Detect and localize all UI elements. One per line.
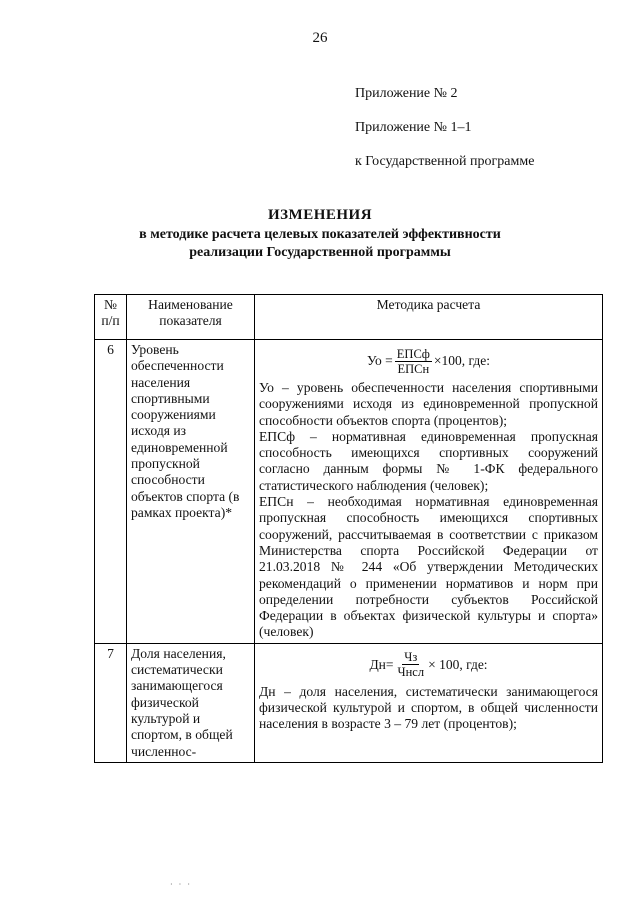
header-indicator-name: Наименование показателя xyxy=(127,295,255,340)
row-number: 7 xyxy=(95,643,127,762)
formula-rhs: ×100, где: xyxy=(433,352,490,368)
formula-lhs: Уо = xyxy=(367,352,393,368)
document-subtitle-line-1: в методике расчета целевых показателей эффективности xyxy=(139,227,501,242)
formula-numerator: ЕПСф xyxy=(396,346,430,361)
document-heading: ИЗМЕНЕНИЯ xyxy=(267,207,373,223)
formula-fraction xyxy=(395,650,426,679)
method-cell xyxy=(255,340,603,644)
definition-epsf: ЕПСф – нормативная единовременная пропускная способность имеющихся спортивных сооружений согласно данным формы № 1-ФК федерального статистического наблюдения (человек); xyxy=(259,428,598,493)
definition-uo: Уо – уровень обеспеченности населения спортивными сооружениями исходя из единовременной пропускной способности объектов спорта (процентов); xyxy=(259,380,598,428)
definition-epsn: ЕПСн – необходимая нормативная единовременная пропускная способность имеющихся спортивных сооружений, рассчитываемая в соответствии с приказом Министерства спорта Российской Федерации от 21.03.2018 № 244 «Об утверждении Методических рекомендаций о применении нормативов и норм при определении потребности субъектов Российской Федерации в объектах физической культуры и спорта» (человек) xyxy=(259,494,598,640)
table-row xyxy=(95,340,603,644)
methodology-table xyxy=(94,294,603,763)
header-method: Методика расчета xyxy=(255,295,603,340)
definition-dn: Дн – доля населения, систематически занимающегося физической культурой и спортом, в общей численности населения в возрасте 3 – 79 лет (процентов); xyxy=(259,683,598,732)
formula-fraction xyxy=(395,347,432,376)
table-header-row xyxy=(95,295,603,340)
method-cell xyxy=(255,643,603,762)
indicator-name: Доля населения, систематически занимающегося физической культурой и спортом, в общей численнос- xyxy=(127,643,255,762)
table-row xyxy=(95,643,603,762)
formula-lhs: Дн= xyxy=(369,656,394,672)
formula xyxy=(259,342,598,380)
page-number: 26 xyxy=(312,30,328,46)
formula-denominator: ЕПСн xyxy=(397,361,430,376)
header-number: № п/п xyxy=(95,295,127,340)
formula xyxy=(259,646,598,684)
row-number: 6 xyxy=(95,340,127,644)
formula-rhs: × 100, где: xyxy=(428,656,488,672)
appendix-line-3: к Государственной программе xyxy=(355,154,535,169)
appendix-line-2: Приложение № 1–1 xyxy=(355,120,472,135)
appendix-line-1: Приложение № 2 xyxy=(355,86,458,101)
formula-denominator: Чнсл xyxy=(397,665,425,680)
formula-numerator: Чз xyxy=(404,650,418,665)
document-subtitle-line-2: реализации Государственной программы xyxy=(189,245,451,260)
indicator-name: Уровень обеспеченности населения спортивными сооружениями исходя из единовременной пропускной способности объектов спорта (в рамках проекта)* xyxy=(127,340,255,644)
scan-marks: · · · xyxy=(170,880,192,889)
